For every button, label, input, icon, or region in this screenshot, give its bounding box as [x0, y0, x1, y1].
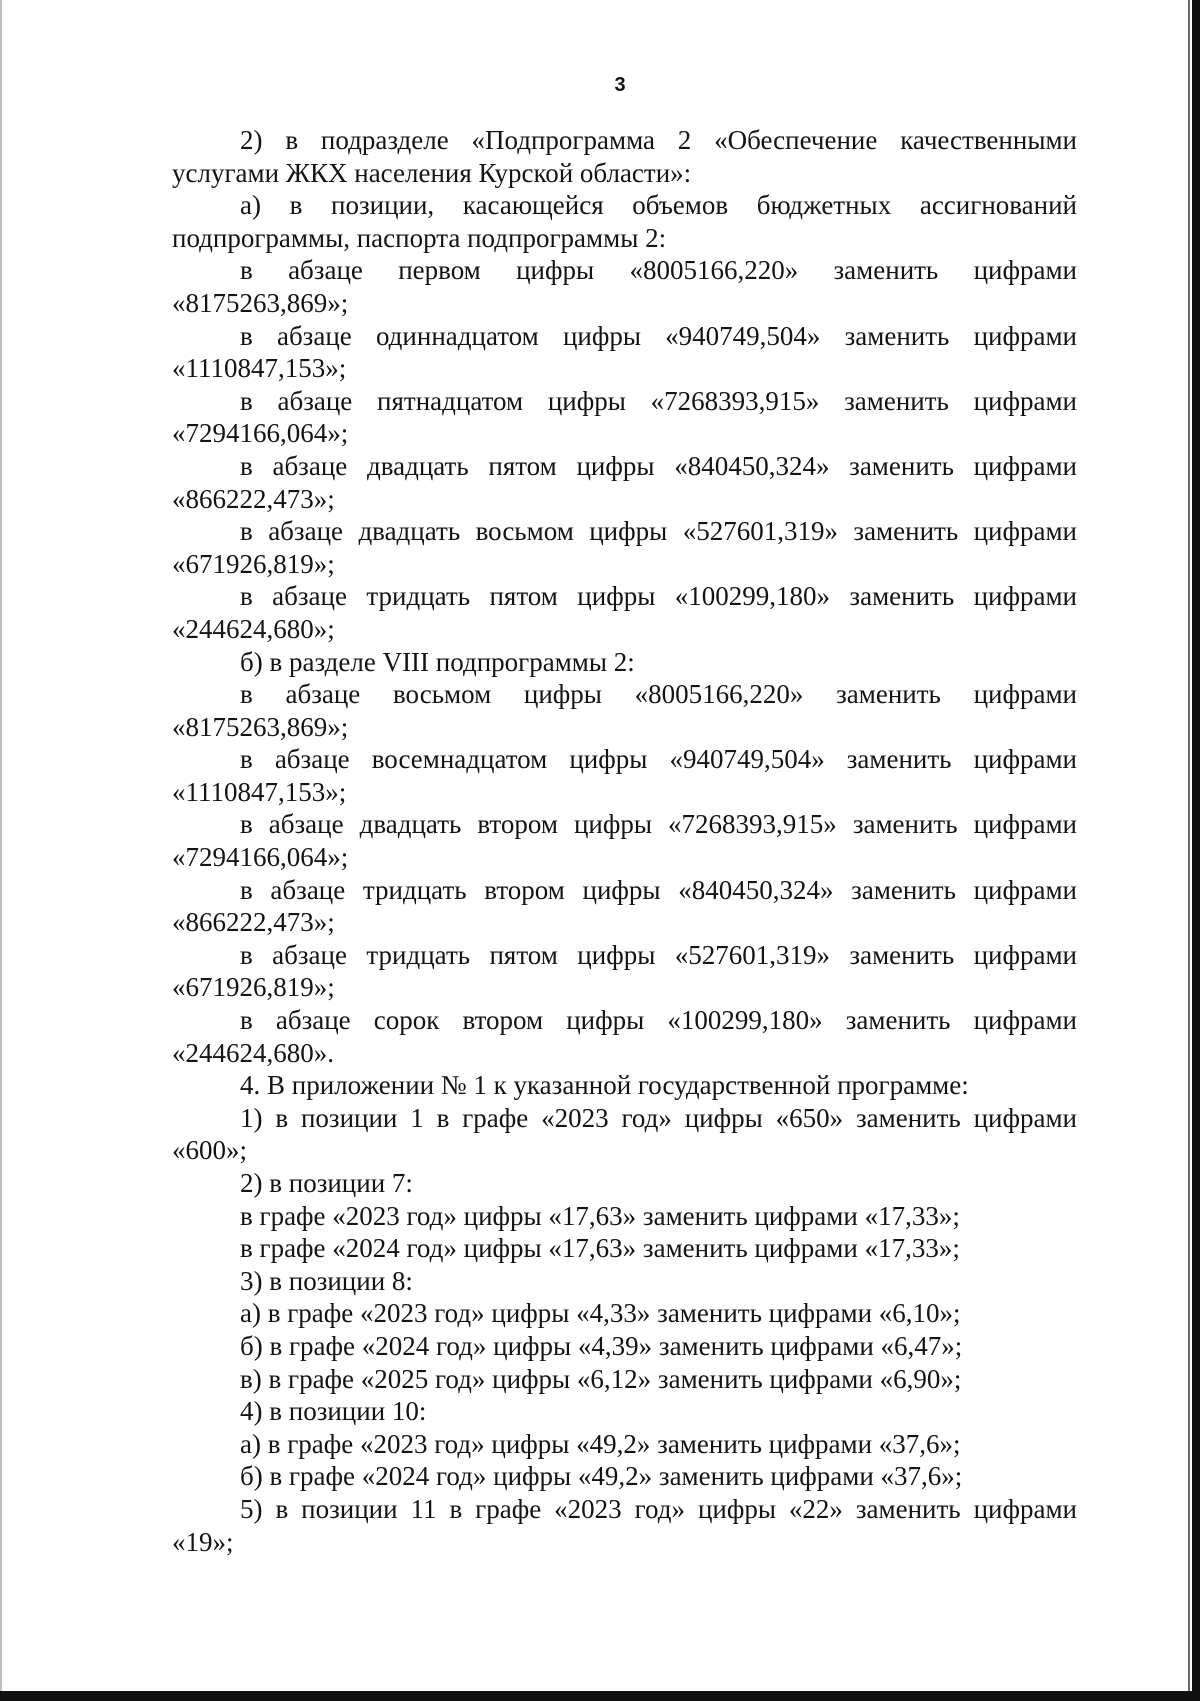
- text-line: в абзаце тридцать пятом цифры «527601,319» заменить цифрами: [240, 939, 1077, 970]
- text-line: б) в разделе VIII подпрограммы 2:: [240, 646, 635, 677]
- text-line: в абзаце восьмом цифры «8005166,220» заменить цифрами: [240, 679, 1077, 710]
- text-line: услугами ЖКХ населения Курской области»:: [172, 157, 692, 188]
- scan-edge-bottom: [0, 1691, 1200, 1701]
- text-line: в абзаце тридцать втором цифры «840450,324» заменить цифрами: [240, 874, 1077, 905]
- text-line: «8175263,869»;: [172, 711, 349, 742]
- text-line: «1110847,153»;: [172, 776, 347, 807]
- text-line: в абзаце одиннадцатом цифры «940749,504» заменить цифрами: [240, 320, 1077, 351]
- text-line: 2) в подразделе «Подпрограмма 2 «Обеспечение качественными: [240, 125, 1077, 155]
- text-line: «244624,680»;: [172, 613, 335, 644]
- page-number: 3: [614, 74, 626, 96]
- text-line: «866222,473»;: [172, 483, 335, 514]
- text-line: в абзаце двадцать восьмом цифры «527601,319» заменить цифрами: [240, 516, 1077, 547]
- text-line: в абзаце двадцать пятом цифры «840450,324» заменить цифрами: [240, 450, 1077, 481]
- text-line: в абзаце пятнадцатом цифры «7268393,915» заменить цифрами: [240, 385, 1077, 416]
- scan-edge-left: [0, 0, 2, 1701]
- text-line: в абзаце двадцать втором цифры «7268393,915» заменить цифрами: [240, 809, 1077, 840]
- text-line: подпрограммы, паспорта подпрограммы 2:: [172, 222, 667, 253]
- text-line: в абзаце восемнадцатом цифры «940749,504» заменить цифрами: [240, 744, 1077, 775]
- text-line: в) в графе «2025 год» цифры «6,12» заменить цифрами «6,90»;: [240, 1363, 962, 1394]
- text-line: «866222,473»;: [172, 907, 335, 938]
- text-line: «7294166,064»;: [172, 418, 349, 449]
- text-line: а) в графе «2023 год» цифры «49,2» заменить цифрами «37,6»;: [240, 1428, 961, 1459]
- text-line: «7294166,064»;: [172, 842, 349, 873]
- text-line: в абзаце тридцать пятом цифры «100299,180» заменить цифрами: [240, 581, 1077, 612]
- text-line: в графе «2023 год» цифры «17,63» заменить цифрами «17,33»;: [240, 1200, 960, 1231]
- text-line: 2) в позиции 7:: [240, 1168, 413, 1198]
- text-line: а) в графе «2023 год» цифры «4,33» заменить цифрами «6,10»;: [240, 1298, 961, 1329]
- text-line: в абзаце первом цифры «8005166,220» заменить цифрами: [240, 255, 1077, 286]
- document-body: [172, 124, 1077, 1558]
- text-line: «19»;: [172, 1526, 234, 1557]
- text-line: 3) в позиции 8:: [240, 1265, 413, 1296]
- text-line: «244624,680».: [172, 1037, 334, 1068]
- text-line: в абзаце сорок втором цифры «100299,180» заменить цифрами: [240, 1005, 1077, 1036]
- text-line: в графе «2024 год» цифры «17,63» заменить цифрами «17,33»;: [240, 1233, 960, 1264]
- text-line: б) в графе «2024 год» цифры «4,39» заменить цифрами «6,47»;: [240, 1330, 963, 1361]
- text-line: 4. В приложении № 1 к указанной государственной программе:: [240, 1070, 969, 1101]
- scan-edge-right: [1192, 0, 1200, 1701]
- text-line: 5) в позиции 11 в графе «2023 год» цифры «22» заменить цифрами: [240, 1493, 1077, 1524]
- text-line: «1110847,153»;: [172, 353, 347, 384]
- text-line: «600»;: [172, 1135, 248, 1166]
- text-line: 1) в позиции 1 в графе «2023 год» цифры «650» заменить цифрами: [240, 1102, 1077, 1133]
- text-line: «671926,819»;: [172, 972, 335, 1003]
- text-line: а) в позиции, касающейся объемов бюджетных ассигнований: [240, 190, 1077, 221]
- text-line: «8175263,869»;: [172, 287, 349, 318]
- text-line: 4) в позиции 10:: [240, 1396, 427, 1427]
- text-line: «671926,819»;: [172, 548, 335, 579]
- scan-edge-right-inner: [1188, 0, 1190, 1701]
- text-line: б) в графе «2024 год» цифры «49,2» заменить цифрами «37,6»;: [240, 1461, 963, 1492]
